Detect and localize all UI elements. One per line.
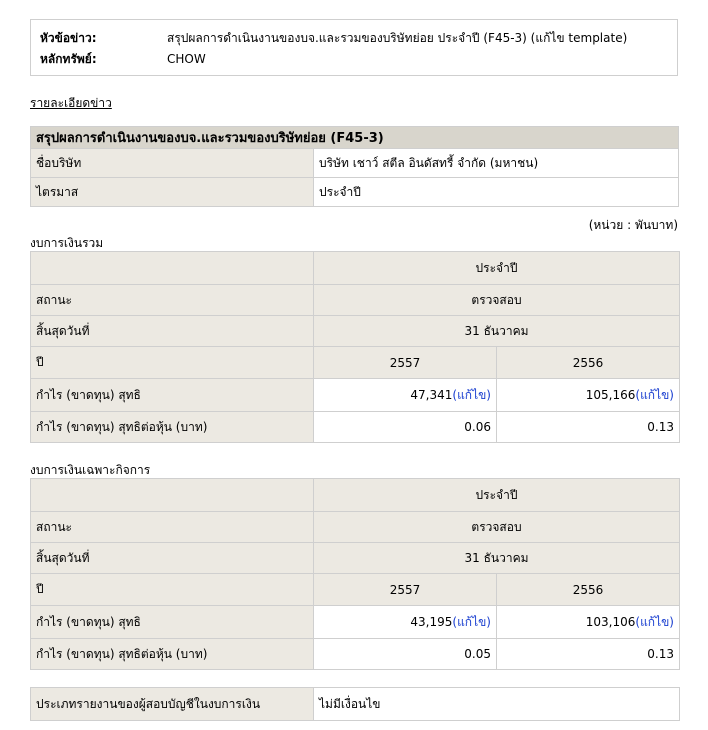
auditor-table: [30, 687, 680, 721]
eps-current: 0.05: [314, 639, 497, 670]
table-row: [31, 606, 680, 639]
year-previous: 2556: [497, 574, 680, 606]
status-value: ตรวจสอบ: [314, 512, 680, 543]
company-value: บริษัท เชาว์ สตีล อินดัสทรี้ จำกัด (มหาชน): [314, 149, 679, 178]
status-label: สถานะ: [31, 285, 314, 316]
edit-link[interactable]: (แก้ไข): [635, 387, 674, 402]
table-row: [31, 512, 680, 543]
auditor-label: ประเภทรายงานของผู้สอบบัญชีในงบการเงิน: [31, 688, 314, 721]
edit-link[interactable]: (แก้ไข): [635, 614, 674, 629]
status-value: ตรวจสอบ: [314, 285, 680, 316]
table-row: [31, 639, 680, 670]
year-current: 2557: [314, 347, 497, 379]
period-header: ประจำปี: [314, 479, 680, 512]
net-profit-current: 47,341: [410, 387, 453, 402]
table-row: [31, 316, 680, 347]
status-label: สถานะ: [31, 512, 314, 543]
net-profit-previous-cell: [497, 379, 680, 412]
empty-header-cell: [31, 479, 314, 512]
table-row: [31, 379, 680, 412]
year-label: ปี: [31, 347, 314, 379]
company-label: ชื่อบริษัท: [31, 149, 314, 178]
net-profit-current-cell: [314, 379, 497, 412]
net-profit-current-cell: [314, 606, 497, 639]
end-date-value: 31 ธันวาคม: [314, 316, 680, 347]
edit-link[interactable]: (แก้ไข): [452, 387, 491, 402]
table-row: [31, 285, 680, 316]
quarter-label: ไตรมาส: [31, 178, 314, 207]
table-row: [31, 574, 680, 606]
table-row: [31, 252, 680, 285]
table-row: [31, 412, 680, 443]
subject-label: หัวข้อข่าว:: [40, 31, 97, 45]
end-date-value: 31 ธันวาคม: [314, 543, 680, 574]
eps-current: 0.06: [314, 412, 497, 443]
net-profit-previous: 103,106: [585, 614, 636, 629]
subject-row: [40, 28, 627, 48]
security-value: CHOW: [167, 52, 206, 66]
empty-header-cell: [31, 252, 314, 285]
quarter-row: [31, 178, 679, 207]
news-header-box: [30, 19, 678, 76]
edit-link[interactable]: (แก้ไข): [452, 614, 491, 629]
net-profit-label: กำไร (ขาดทุน) สุทธิ: [31, 379, 314, 412]
year-previous: 2556: [497, 347, 680, 379]
eps-previous: 0.13: [497, 412, 680, 443]
eps-label: กำไร (ขาดทุน) สุทธิต่อหุ้น (บาท): [31, 412, 314, 443]
news-detail-link[interactable]: รายละเอียดข่าว: [30, 96, 112, 110]
period-header: ประจำปี: [314, 252, 680, 285]
eps-label: กำไร (ขาดทุน) สุทธิต่อหุ้น (บาท): [31, 639, 314, 670]
unit-note: (หน่วย : พันบาท): [588, 218, 678, 232]
net-profit-current: 43,195: [410, 614, 453, 629]
net-profit-previous-cell: [497, 606, 680, 639]
info-table: [30, 126, 679, 207]
info-title-row: [31, 127, 679, 149]
consolidated-table: [30, 251, 680, 443]
table-row: [31, 543, 680, 574]
end-date-label: สิ้นสุดวันที่: [31, 543, 314, 574]
table-row: [31, 347, 680, 379]
auditor-row: [31, 688, 680, 721]
consolidated-section-label: งบการเงินรวม: [30, 236, 104, 250]
eps-previous: 0.13: [497, 639, 680, 670]
subject-value: สรุปผลการดำเนินงานของบจ.และรวมของบริษัทย่อย ประจำปี (F45-3) (แก้ไข template): [167, 31, 628, 45]
quarter-value: ประจำปี: [314, 178, 679, 207]
security-row: [40, 49, 206, 69]
end-date-label: สิ้นสุดวันที่: [31, 316, 314, 347]
auditor-value: ไม่มีเงื่อนไข: [314, 688, 680, 721]
company-row: [31, 149, 679, 178]
year-current: 2557: [314, 574, 497, 606]
table-row: [31, 479, 680, 512]
year-label: ปี: [31, 574, 314, 606]
separate-section-label: งบการเงินเฉพาะกิจการ: [30, 463, 151, 477]
net-profit-previous: 105,166: [585, 387, 636, 402]
info-title: สรุปผลการดำเนินงานของบจ.และรวมของบริษัทย่อย (F45-3): [31, 127, 679, 149]
net-profit-label: กำไร (ขาดทุน) สุทธิ: [31, 606, 314, 639]
separate-table: [30, 478, 680, 670]
security-label: หลักทรัพย์:: [40, 52, 97, 66]
